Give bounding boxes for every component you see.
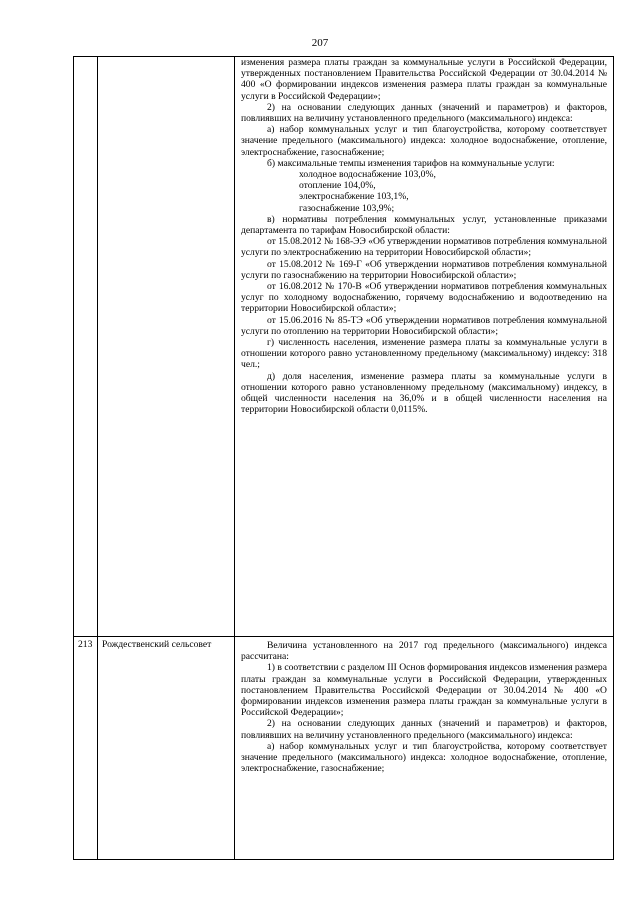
paragraph: б) максимальные темпы изменения тарифов на коммунальные услуги: [267, 157, 555, 169]
calculation-description-cell [235, 637, 614, 860]
page-number: 207 [311, 37, 329, 49]
paragraph: 2) на основании следующих данных (значений и параметров) и факторов, повлиявших на величину установленного предельного (максимального) индекса: [241, 101, 607, 125]
paragraph: д) доля населения, изменение размера платы за коммунальные услуги в отношении которого равно установленному предельному (максимальному) индексу, в общей численности населения на 36,0% и в общей численности населения на территории Новосибирской области 0,0115%. [241, 370, 607, 416]
order-reference: от 16.08.2012 № 170-В «Об утверждении нормативов потребления коммунальных услуг по холодному водоснабжению, горячему водоснабжению и водоотведению на территории Новосибирской области»; [241, 281, 607, 315]
row-number-cell [74, 57, 98, 637]
tariff-rate-line: газоснабжение 103,9%; [299, 202, 395, 214]
tariff-rate-line: электроснабжение 103,1%, [299, 191, 409, 203]
paragraph: 2) на основании следующих данных (значений и параметров) и факторов, повлиявших на величину установленного предельного (максимального) индекса: [241, 718, 607, 741]
table-row [74, 637, 614, 860]
paragraph: изменения размера платы граждан за коммунальные услуги в Российской Федерации, утвержденных постановлением Правительства Российской Федерации от 30.04.2014 № 400 «О формировании индексов изменения размера платы граждан за коммунальные услуги в Российской Федерации»; [241, 57, 607, 102]
order-reference: от 15.08.2012 № 169-Г «Об утверждении нормативов потребления коммунальной услуги по газоснабжению на территории Новосибирской области»; [241, 258, 607, 281]
calculation-description-cell [235, 57, 614, 637]
paragraph: 1) в соответствии с разделом III Основ формирования индексов изменения размера платы граждан за коммунальные услуги в Российской Федерации, утвержденных постановлением Правительства Российской Федерации от 30.04.2014 № 400 «О формировании индексов изменения размера платы граждан за коммунальные услуги в Российской Федерации»; [241, 662, 607, 719]
municipality-name-cell [98, 57, 235, 637]
paragraph: а) набор коммунальных услуг и тип благоустройства, которому соответствует значение предельного (максимального) индекса: холодное водоснабжение, отопление, электроснабжение, газоснабжение; [241, 740, 607, 775]
paragraph: Величина установленного на 2017 год предельного (максимального) индекса рассчитана: [241, 640, 607, 663]
tariff-index-table [73, 56, 614, 860]
municipality-name-cell: Рождественский сельсовет [98, 637, 235, 860]
table-row [74, 57, 614, 637]
paragraph: а) набор коммунальных услуг и тип благоустройства, которому соответствует значение предельного (максимального) индекса: холодное водоснабжение, отопление, электроснабжение, газоснабжение; [241, 124, 607, 158]
order-reference: от 15.06.2016 № 85-ТЭ «Об утверждении нормативов потребления коммунальной услуги по отоплению на территории Новосибирской области»; [241, 314, 607, 337]
tariff-rate-line: холодное водоснабжение 103,0%, [299, 169, 436, 181]
order-reference: от 15.08.2012 № 168-ЭЭ «Об утверждении нормативов потребления коммунальной услуги по электроснабжению на территории Новосибирской области»; [241, 236, 607, 259]
paragraph: г) численность населения, изменение размера платы за коммунальные услуги в отношении которого равно установленному предельному (максимальному) индексу: 318 чел.; [241, 337, 607, 371]
row-number-cell: 213 [74, 637, 98, 860]
tariff-rate-line: отопление 104,0%, [299, 180, 376, 192]
paragraph: в) нормативы потребления коммунальных услуг, установленные приказами департамента по тарифам Новосибирской области: [241, 213, 607, 237]
